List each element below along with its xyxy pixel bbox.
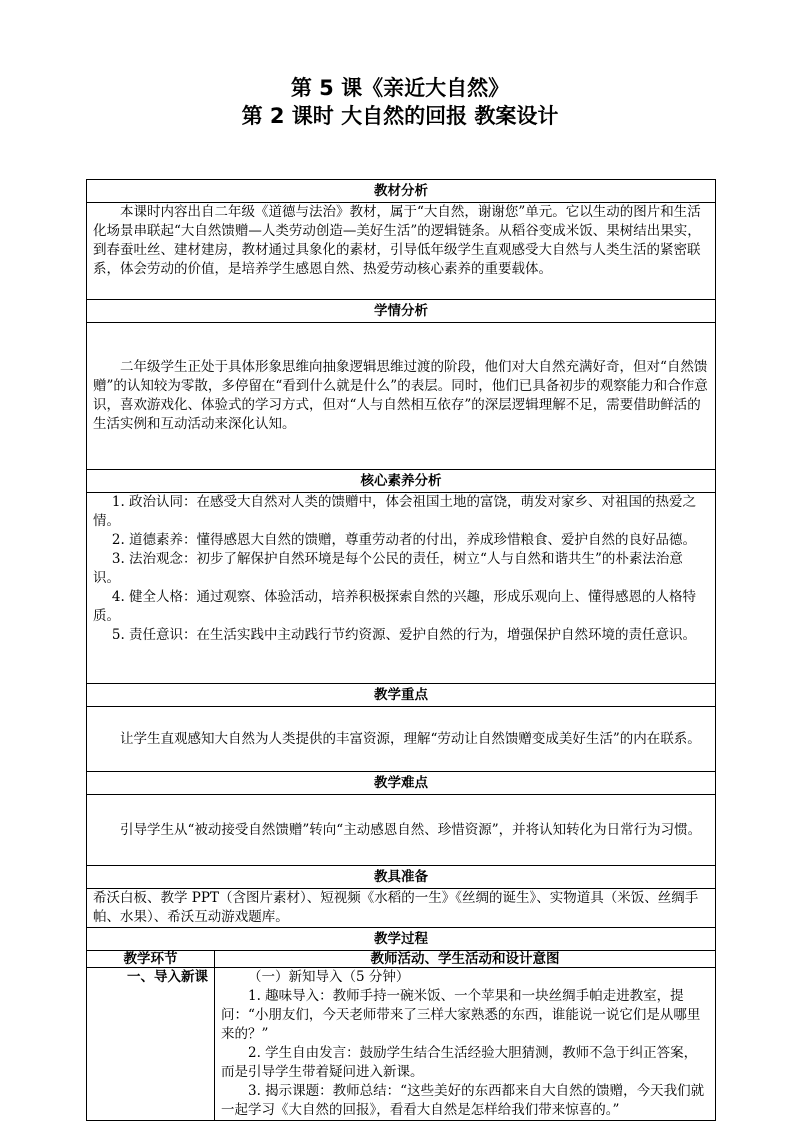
table-row [87,968,716,1121]
stage-step: 2. 学生自由发言：鼓励学生结合生活经验大胆猜测，教师不急于纠正答案，而是引导学生带着疑问进入新课。 [221,1045,698,1080]
lesson-plan-table [86,179,716,1121]
material-analysis-heading: 教材分析 [87,180,716,203]
student-analysis-heading: 学情分析 [87,300,716,323]
difficulty-text: 引导学生从“被动接受自然馈赠”转向“主动感恩自然、珍惜资源”，并将认知转化为日常行为习惯。 [120,821,702,838]
material-analysis-text: 本课时内容出自二年级《道德与法治》教材，属于“大自然，谢谢您”单元。它以生动的图片和生活化场景串联起“大自然馈赠—人类劳动创造—美好生活”的逻辑链条。从稻谷变成米饭、果树结出果实，到春蚕吐丝、建材建房，教材通过具象化的素材，引导低年级学生直观感受大自然与人类生活的紧密联系，体会劳动的价值，是培养学生感恩自然、热爱劳动核心素养的重要载体。 [93,204,701,277]
key-point-text: 让学生直观感知大自然为人类提供的丰富资源，理解“劳动让自然馈赠变成美好生活”的内在联系。 [120,730,701,747]
literacy-item: 3. 法治观念：初步了解保护自然环境是每个公民的责任，树立“人与自然和谐共生”的朴素法治意识。 [93,551,683,586]
document-title [0,74,800,130]
lesson-title: 第 5 课《亲近大自然》 [290,76,510,100]
literacy-item: 2. 道德素养：懂得感恩大自然的馈赠，尊重劳动者的付出，养成珍惜粮食、爱护自然的良好品德。 [111,532,697,548]
stage-subtitle: （一）新知导入（5 分钟） [248,969,410,985]
difficulty-heading: 教学难点 [87,772,716,795]
student-analysis-text: 二年级学生正处于具体形象思维向抽象逻辑思维过渡的阶段，他们对大自然充满好奇，但对“自然馈赠”的认知较为零散，多停留在“看到什么就是什么”的表层。同时，他们已具备初步的观察能力和合作意识，喜欢游戏化、体验式的学习方式，但对“人与自然相互依存”的深层逻辑理解不足，需要借助鲜活的生活实例和互动活动来深化认知。 [93,359,708,432]
tools-heading: 教具准备 [87,866,716,889]
literacy-item: 1. 政治认同：在感受大自然对人类的馈赠中，体会祖国土地的富饶，萌发对家乡、对祖国的热爱之情。 [93,494,697,529]
session-title: 第 2 课时 大自然的回报 教案设计 [241,104,559,128]
stage-column-header: 教学环节 [87,951,215,968]
key-point-heading: 教学重点 [87,684,716,707]
stage-step: 1. 趣味导入：教师手持一碗米饭、一个苹果和一块丝绸手帕走进教室，提问：“小朋友们，今天老师带来了三样大家熟悉的东西，谁能说一说它们是从哪里来的？” [221,988,701,1042]
stage-step: 3. 揭示课题：教师总结：“这些美好的东西都来自大自然的馈赠，今天我们就一起学习《大自然的回报》，看看大自然是怎样给我们带来惊喜的。” [221,1083,705,1118]
literacy-item: 5. 责任意识：在生活实践中主动践行节约资源、爱护自然的行为，增强保护自然环境的责任意识。 [111,627,697,643]
activity-column-header: 教师活动、学生活动和设计意图 [215,951,716,968]
literacy-item: 4. 健全人格：通过观察、体验活动，培养积极探索自然的兴趣，形成乐观向上、懂得感恩的人格特质。 [93,589,697,624]
stage-name: 一、导入新课 [87,968,215,1121]
process-heading: 教学过程 [87,928,716,951]
literacy-analysis-heading: 核心素养分析 [87,470,716,493]
tools-text: 希沃白板、教学 PPT（含图片素材）、短视频《水稻的一生》《丝绸的诞生》、实物道具（米饭、丝绸手帕、水果）、希沃互动游戏题库。 [93,890,699,925]
